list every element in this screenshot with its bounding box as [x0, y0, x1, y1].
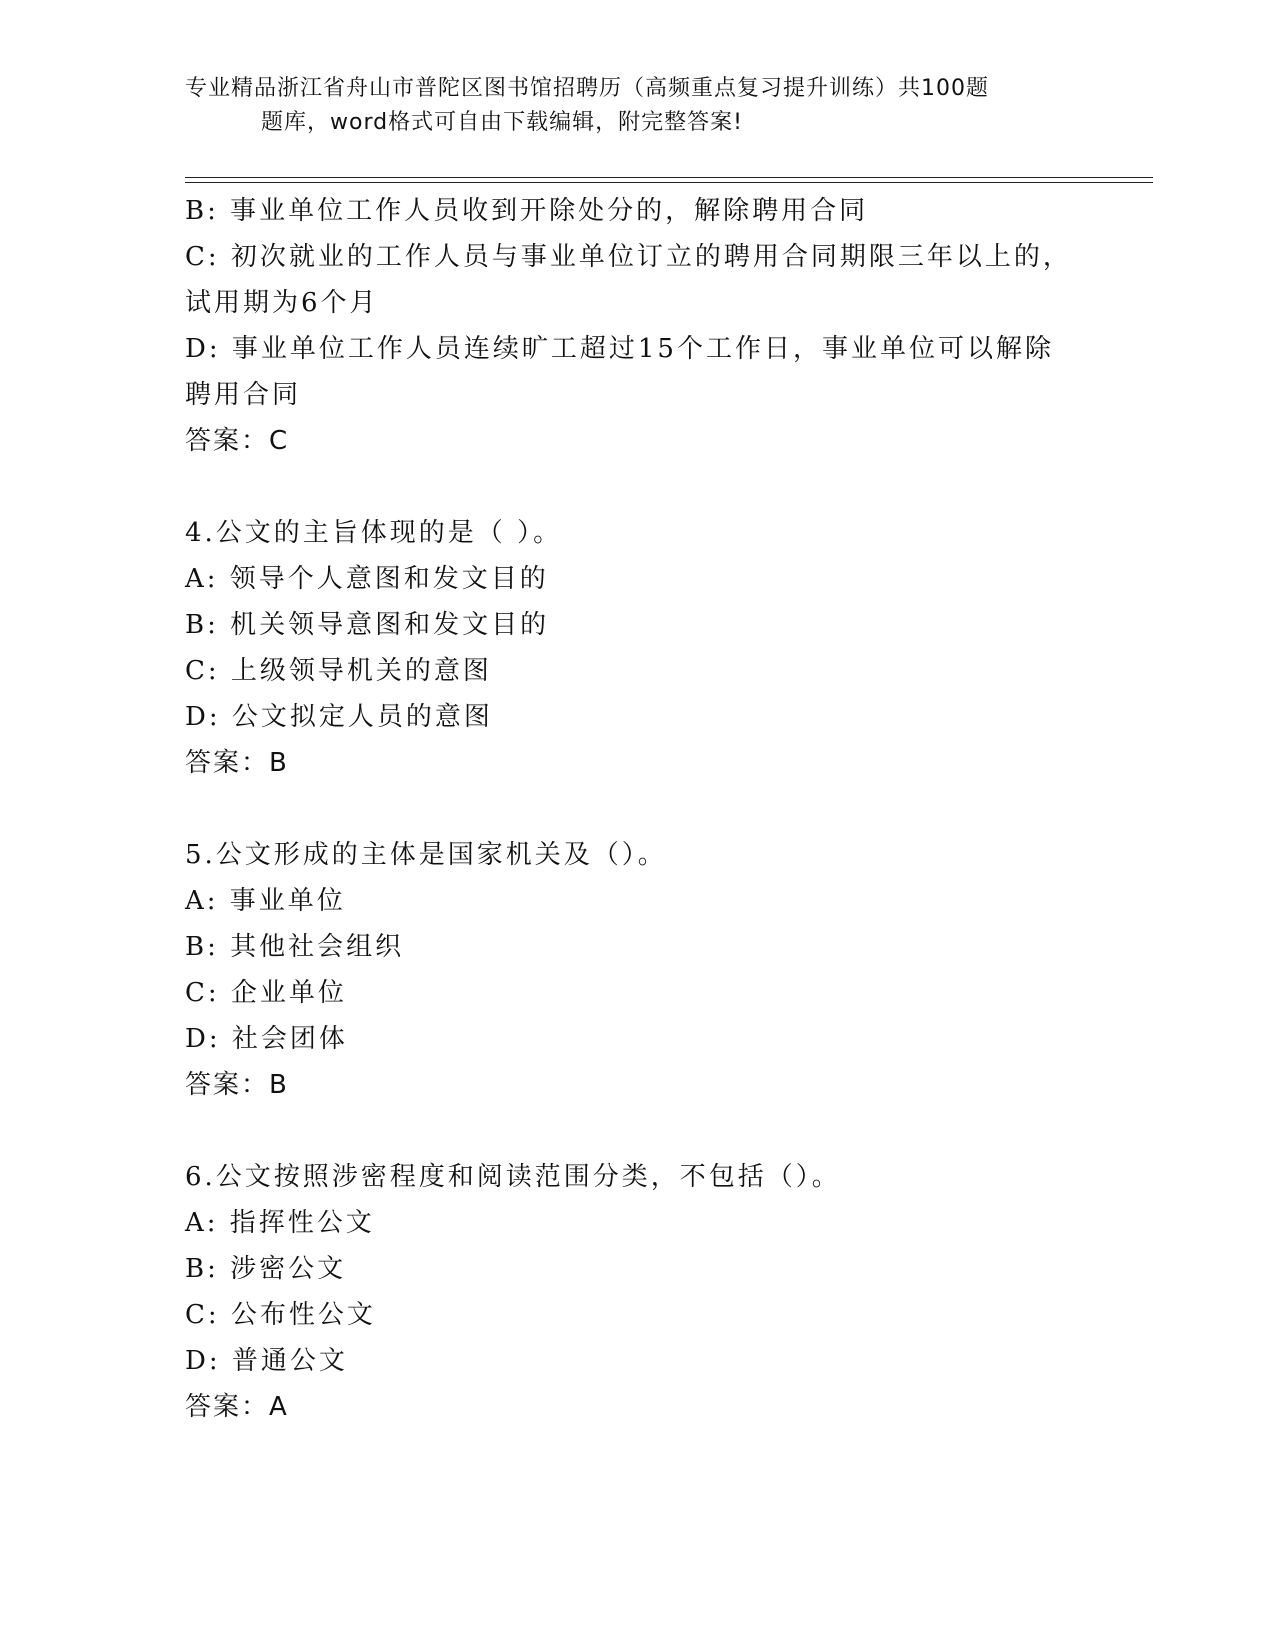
question-text: 6.公文按照涉密程度和阅读范围分类，不包括（）。	[185, 1162, 841, 1192]
option-d: D: 普通公文	[185, 1346, 348, 1376]
answer-line: 答案：C	[185, 426, 290, 456]
question-5	[185, 832, 1065, 1108]
option-d-line2: 聘用合同	[185, 380, 302, 410]
header-title-line2: 题库，word格式可自由下载编辑，附完整答案!	[261, 110, 743, 135]
option-b: B: 涉密公文	[185, 1254, 347, 1284]
option-d: D: 公文拟定人员的意图	[185, 702, 493, 732]
option-b: B: 机关领导意图和发文目的	[185, 610, 550, 640]
option-d-line1: D: 事业单位工作人员连续旷工超过15个工作日，事业单位可以解除	[185, 334, 1054, 364]
option-c: C: 公布性公文	[185, 1300, 376, 1330]
option-a: A: 领导个人意图和发文目的	[185, 564, 549, 594]
answer-line: 答案：B	[185, 748, 289, 778]
answer-line: 答案：A	[185, 1392, 289, 1422]
option-c-line1: C: 初次就业的工作人员与事业单位订立的聘用合同期限三年以上的，	[185, 242, 1072, 272]
question-list	[185, 188, 1072, 1430]
question-4	[185, 510, 1065, 786]
option-b: B: 其他社会组织	[185, 932, 405, 962]
question-3-continued	[185, 188, 1072, 464]
option-c: C: 企业单位	[185, 978, 347, 1008]
option-b: B: 事业单位工作人员收到开除处分的，解除聘用合同	[185, 196, 869, 226]
question-text: 4.公文的主旨体现的是（ ）。	[185, 518, 563, 548]
spacer	[185, 786, 1065, 832]
option-a: A: 事业单位	[185, 886, 346, 916]
option-d: D: 社会团体	[185, 1024, 348, 1054]
option-a: A: 指挥性公文	[185, 1208, 375, 1238]
page-header	[185, 72, 1085, 140]
spacer	[185, 1108, 1065, 1154]
header-divider-top	[185, 177, 1153, 178]
option-c: C: 上级领导机关的意图	[185, 656, 492, 686]
spacer	[185, 464, 1065, 510]
header-divider-bottom	[185, 182, 1153, 183]
option-c-line2: 试用期为6个月	[185, 288, 379, 318]
question-6	[185, 1154, 1065, 1430]
header-title-line1: 专业精品浙江省舟山市普陀区图书馆招聘历（高频重点复习提升训练）共100题	[185, 76, 989, 101]
question-text: 5.公文形成的主体是国家机关及（）。	[185, 840, 667, 870]
answer-line: 答案：B	[185, 1070, 289, 1100]
